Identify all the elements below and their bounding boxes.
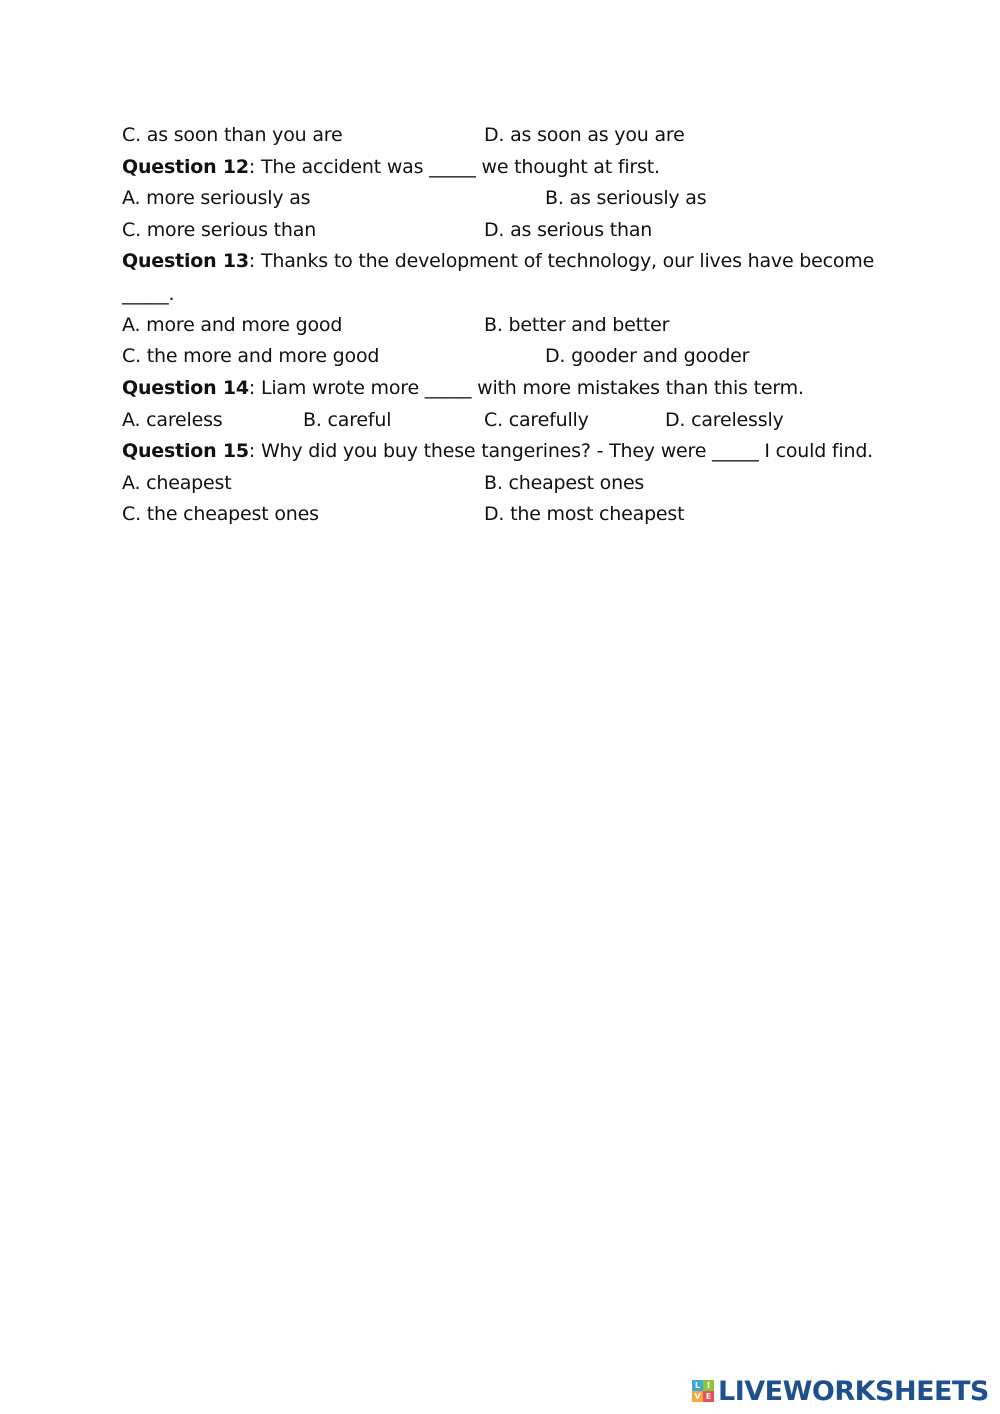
q11-option-c: C. as soon than you are bbox=[122, 124, 343, 146]
q14-option-c: C. carefully bbox=[484, 409, 589, 431]
q12-option-a: A. more seriously as bbox=[122, 187, 311, 209]
logo-mark-letter: E bbox=[703, 1391, 714, 1402]
q15-option-c: C. the cheapest ones bbox=[122, 503, 319, 525]
question-14-label: Question 14 bbox=[122, 377, 249, 399]
question-15-label: Question 15 bbox=[122, 440, 249, 462]
question-14 bbox=[122, 375, 804, 401]
q14-option-d: D. carelessly bbox=[665, 409, 784, 431]
q13-option-a: A. more and more good bbox=[122, 314, 343, 336]
question-15-text: : Why did you buy these tangerines? - They were _____ I could find. bbox=[248, 440, 874, 462]
q13-option-c: C. the more and more good bbox=[122, 345, 380, 367]
logo-mark-letter: V bbox=[692, 1391, 703, 1402]
q15-option-a: A. cheapest bbox=[122, 472, 232, 494]
question-14-text: : Liam wrote more _____ with more mistakes than this term. bbox=[248, 377, 804, 399]
question-13-label: Question 13 bbox=[122, 250, 249, 272]
question-12-label: Question 12 bbox=[122, 156, 249, 178]
q14-option-b: B. careful bbox=[303, 409, 392, 431]
logo-text: LIVEWORKSHEETS bbox=[718, 1375, 989, 1407]
q14-option-a: A. careless bbox=[122, 409, 223, 431]
q12-option-d: D. as serious than bbox=[484, 219, 653, 241]
question-12 bbox=[122, 154, 660, 180]
q12-option-b: B. as seriously as bbox=[545, 187, 707, 209]
logo-mark-letter: I bbox=[703, 1380, 714, 1391]
question-13 bbox=[122, 248, 874, 274]
logo-mark-letter: L bbox=[692, 1380, 703, 1391]
liveworksheets-logo bbox=[692, 1374, 989, 1408]
q13-option-b: B. better and better bbox=[484, 314, 670, 336]
q12-option-c: C. more serious than bbox=[122, 219, 317, 241]
q15-option-d: D. the most cheapest bbox=[484, 503, 685, 525]
q15-option-b: B. cheapest ones bbox=[484, 472, 645, 494]
question-13-text: : Thanks to the development of technology, our lives have become bbox=[248, 250, 875, 272]
question-12-text: : The accident was _____ we thought at first. bbox=[248, 156, 660, 178]
liveworksheets-logo-icon bbox=[692, 1380, 714, 1402]
question-13-continuation: _____. bbox=[122, 283, 175, 305]
q13-option-d: D. gooder and gooder bbox=[545, 345, 750, 367]
question-15 bbox=[122, 438, 873, 464]
q11-option-d: D. as soon as you are bbox=[484, 124, 685, 146]
